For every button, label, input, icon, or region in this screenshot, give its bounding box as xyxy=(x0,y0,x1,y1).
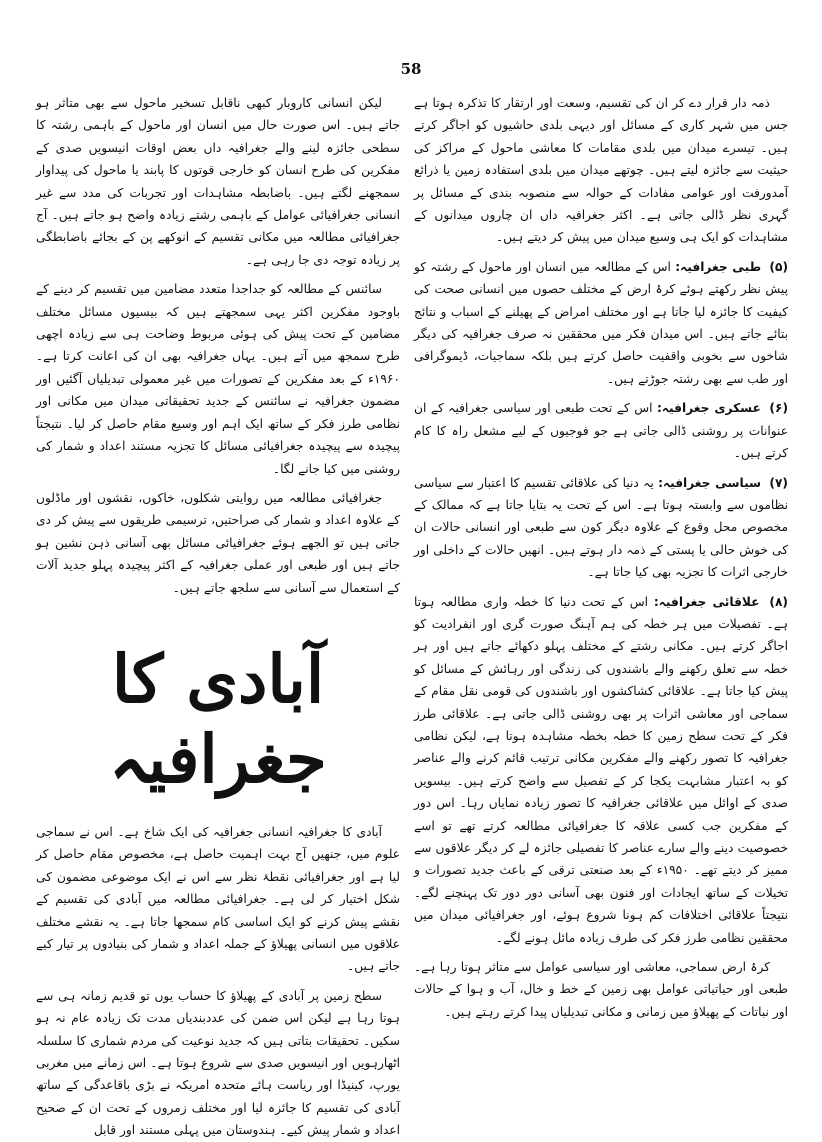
body-paragraph: جغرافیائی مطالعہ میں روایتی شکلوں، خاکوں، نقشوں اور ماڈلوں کے علاوہ اعداد و شمار کی صراحتیں، ترسیمی طریقوں سے پیش کر دی جاتی ہیں تو الجھے ہوئے جغرافیائی مسائل بھی آسانی ذہن نشین ہو جاتے ہیں اور طبعی اور عملی جغرافیہ کے اکثر پیچیدہ پہلو جدید آلات کے استعمال سے آسانی سے سلجھ جاتے ہیں۔ xyxy=(36,490,400,595)
left-column xyxy=(36,92,400,1138)
body-paragraph: سائنس کے مطالعہ کو جداجدا متعدد مضامین میں تقسیم کر دینے کے باوجود مفکرین اکثر یہی سمجھتے ہیں کہ بیسیوں مسائل مختلف مضامین کے تحت پیش کی ہوئی مربوط وضاحت ہی سے زیادہ اچھی طرح سمجھ میں آتے ہیں۔ یہاں جغرافیہ بھی ان کی اعانت کرتا ہے۔ ۱۹۶۰ء کے بعد مفکرین کے تصورات میں غیر معمولی تبدیلیاں آگئیں اور مضمون جغرافیہ نے سائنس کے جدید تحقیقاتی میدان میں مکانی اور نظامی طرز فکر کے ساتھ ایک اہم اور وسیع مقام حاصل کر لیا۔ نتیجتاً پیچیدہ سے پیچیدہ جغرافیائی مسائل کا تجزیہ مستند اعداد و شمار کی روشنی میں کیا جانے لگا۔ xyxy=(36,282,400,476)
section-text: اس کے تحت دنیا کا خطہ واری مطالعہ ہوتا ہے۔ تفصیلات میں ہر خطہ کی ہم آہنگ صورت گری اور انفرادیت کو اجاگر کرتے ہیں۔ مکانی رشتے کے مختلف پہلو دکھائے جاتے ہیں اور ہر خطہ سے تعلق رکھنے والے باشندوں کی زندگی اور رہائش کے مسائل کو پیش کیا جاتا ہے۔ علاقائی کشاکشوں اور باشندوں کی قومی نقل مقام کے سماجی اور معاشی اثرات پر بھی روشنی ڈالی جاتی ہے۔ علاقائی طرز فکر کے تحت سطح زمین کا خطہ بخطہ مشاہدہ ہوتا ہے، لیکن نظامی جغرافیہ کا تصور رکھنے والے مفکرین مکانی ترتیب قائم کرنے والے عناصر کو بہ اعتبار مشابہت یکجا کر کے تفصیل سے واضح کرتے ہیں۔ بیسویں صدی کے اوائل میں علاقائی جغرافیہ کا تصور زیادہ نمایاں رہا۔ اس دور کے مفکرین جب کسی علاقہ کا جغرافیائی مطالعہ کرتے تھے تو اسے خصوصیت دینے والے سارے عناصر کا تفصیلی جائزہ لے کر دیگر علاقوں سے ممیز کر دیتے تھے۔ ۱۹۵۰ء کے بعد صنعتی ترقی کے باعث جدید تصورات و تخیلات کے ساتھ ایجادات اور فنون بھی آسانی دور دور تک پہنچنے لگے۔ نتیجتاً علاقائی اختلافات کم ہونا شروع ہوئے، اور جغرافیائی میدان میں محققین نظامی طرز فکر کی طرف زیادہ مائل ہونے لگے۔ xyxy=(414,594,788,945)
section-title: عسکری جغرافیہ: xyxy=(657,401,761,416)
section-political-geography xyxy=(414,472,788,584)
page-number: 58 xyxy=(400,60,422,78)
body-paragraph: آبادی کا جغرافیہ انسانی جغرافیہ کی ایک شاخ ہے۔ اس نے سماجی علوم میں، جنھیں آج بہت اہمیت حاصل ہے، مخصوص مقام حاصل کر لیا ہے اور جغرافیائی نقطۂ نظر سے اس نے ایک موضوعی مضمون کی شکل اختیار کر لی ہے۔ جغرافیائی مطالعہ میں آبادی کی تقسیم کے نقشے پیش کرنے کو ایک اساسی کام سمجھا جاتا ہے۔ یہ نقشے مختلف علاقوں میں انسانی پھیلاؤ کے جملہ اعداد و شمار کی بنیادوں پر تیار کیے جاتے ہیں۔ xyxy=(36,824,400,974)
section-number: (۸) xyxy=(769,594,788,609)
section-number: (۶) xyxy=(769,401,789,416)
section-title: علاقائی جغرافیہ: xyxy=(653,594,760,609)
section-military-geography xyxy=(414,397,788,464)
right-column xyxy=(414,92,788,1067)
closing-paragraph: کرۂ ارض سماجی، معاشی اور سیاسی عوامل سے متاثر ہوتا رہا ہے۔ طبعی اور حیاتیاتی عوامل بھی زمین کے خط و خال، آب و ہوا کے حالات اور نباتات کے پھیلاؤ میں زمانی و مکانی تبدیلیاں پیدا کرتے رہتے ہیں۔ xyxy=(414,960,788,1019)
body-paragraph: سطح زمین پر آبادی کے پھیلاؤ کا حساب یوں تو قدیم زمانہ ہی سے ہوتا رہا ہے لیکن اس ضمن کی عددبندیاں مدت تک زیادہ عام نہ ہو سکیں۔ تحقیقات بتاتی ہیں کہ جدید نوعیت کی مردم شماری کا سلسلہ اٹھارہویں اور انیسویں صدی سے شروع ہوتا ہے۔ اس زمانے میں مغربی یورپ، کینیڈا اور ریاست ہائے متحدہ امریکہ نے بڑی باقاعدگی کے ساتھ آبادی کی تقسیم کا جائزہ لیا اور مختلف زمروں کے تحت ان کے صحیح اعداد و شمار پیش کیے۔ ہندوستان میں پہلی مستند اور قابل xyxy=(36,988,400,1138)
intro-paragraph: ذمہ دار قرار دے کر ان کی تقسیم، وسعت اور ارتقار کا تذکرہ ہوتا ہے جس میں شہر کاری کے مسائل اور دیہی بلدی حاشیوں کو اجاگر کرتے ہیں۔ تیسرے میدان میں بلدی مقامات کا معاشی ماحول کے مراکز کی حیثیت سے جائزہ لیتے ہیں۔ چوتھے میدان میں بلدی استفادہ زمین یا ذرائع آمدورفت اور عوامی مفادات کے حوالہ سے منصوبہ بندی کے مسائل پر گہری نظر ڈالی جاتی ہے۔ اکثر جغرافیہ داں ان چاروں میدانوں کے مشاہدات کو ایک ہی وسیع میدان میں پیش کر دیتے ہیں۔ xyxy=(414,96,788,245)
body-paragraph: لیکن انسانی کاروبار کبھی ناقابل تسخیر ماحول سے بھی متاثر ہو جاتے ہیں۔ اس صورت حال میں انسان اور ماحول کے باہمی رشتہ کا سطحی جائزہ لینے والے جغرافیہ داں بعض اوقات انیسویں صدی کے مفکرین کی طرح انسان کو خارجی قوتوں کا پابند یا ماحول کی پیداوار سمجھنے لگتے ہیں۔ باضابطہ مشاہدات اور تجربات کی مدد سے غیر انسانی جغرافیائی عوامل کے باہمی رشتے زیادہ واضح ہو جاتے ہیں۔ آج جغرافیائی مطالعہ میں مکانی تقسیم کے انوکھے پن کے بجائے باضابطگی پر زیادہ توجہ دی جا رہی ہے۔ xyxy=(36,96,400,267)
section-medical-geography xyxy=(414,256,788,390)
section-title: سیاسی جغرافیہ: xyxy=(658,475,762,490)
section-number: (۷) xyxy=(769,475,788,490)
chapter-heading: آبادی کا جغرافیہ xyxy=(109,639,327,798)
section-text: اس کے تحت طبعی اور سیاسی جغرافیہ کے ان عنوانات پر روشنی ڈالی جاتی ہے جو فوجیوں کے لیے مشعل راہ کا کام کرتے ہیں۔ xyxy=(414,401,788,461)
section-number: (۵) xyxy=(769,259,789,274)
section-regional-geography xyxy=(414,591,788,950)
section-title: طبی جغرافیہ: xyxy=(675,259,762,274)
section-text: اس کے مطالعہ میں انسان اور ماحول کے رشتہ کو پیش نظر رکھتے ہوئے کرۂ ارض کے مختلف حصوں میں انسانی صحت کی کیفیت کا جائزہ لیا جاتا ہے اور مختلف امراض کے پھیلنے کے اسباب و نتائج بتائے جاتے ہیں۔ اس میدان فکر میں محققین نہ صرف جغرافیہ کی دیگر شاخوں سے بخوبی واقفیت حاصل کرتے ہیں بلکہ سماجیات، ڈیموگرافی اور طب سے بھی رشتہ جوڑتے ہیں۔ xyxy=(414,259,788,386)
section-text: یہ دنیا کی علاقائی تقسیم کا اعتبار سے سیاسی نظاموں سے وابستہ ہوتا ہے۔ اس کے تحت یہ بتایا جاتا ہے کہ ممالک کے مخصوص محل وقوع کے علاوہ دیگر کون سے طبعی اور انسانی حالات ان کی خوش حالی یا پستی کے ذمہ دار ہوتے ہیں۔ انھیں حالات کے داخلی اور خارجی اثرات کا تجزیہ بھی کیا جاتا ہے۔ xyxy=(414,475,788,580)
